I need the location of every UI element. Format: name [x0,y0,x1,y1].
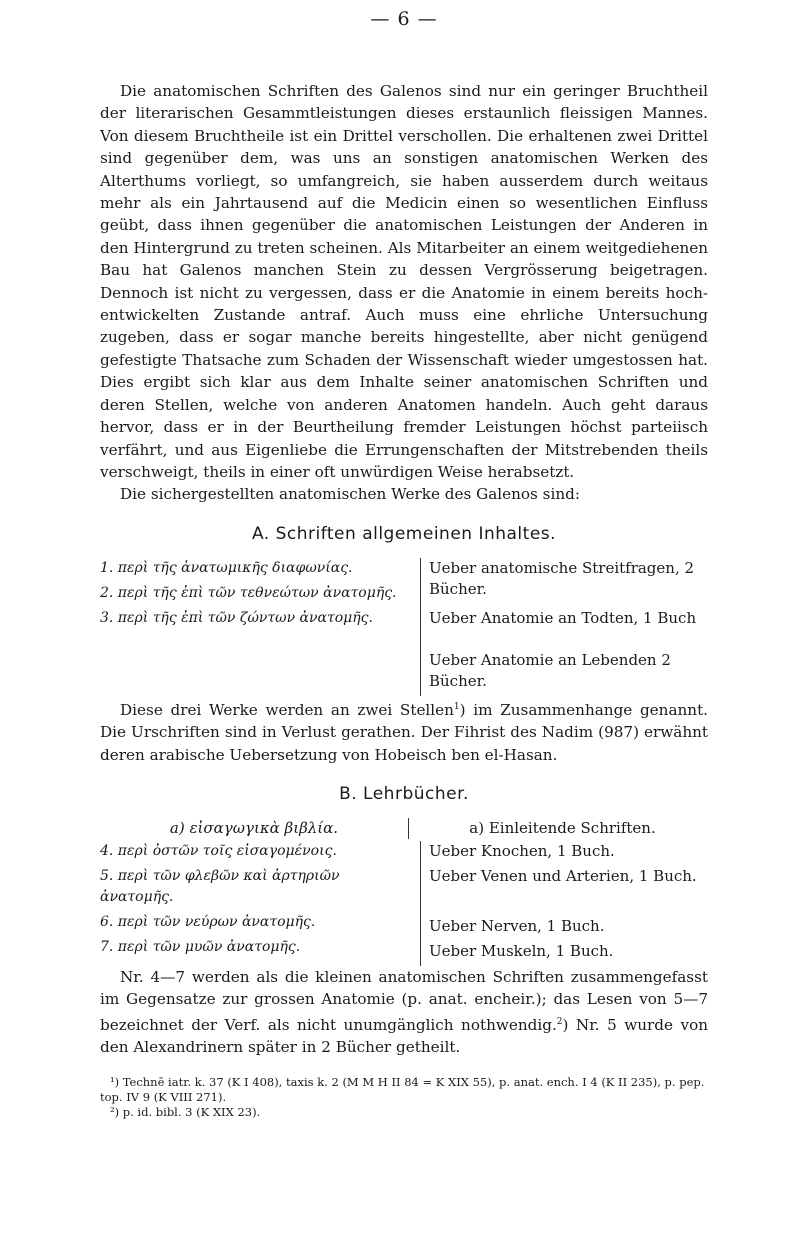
greek-column [100,558,420,696]
greek-title: 5. περὶ τῶν φλεβῶν καὶ ἀρτηριῶν ἀνατομῆς. [100,868,340,905]
german-title: Ueber Venen und Arterien, 1 Buch. [429,867,697,885]
footnote-ref-2: 2 [556,1016,563,1027]
section-b-subheads [100,818,708,839]
german-title: Ueber Nerven, 1 Buch. [429,917,605,935]
page [100,0,708,1120]
section-a-list [100,558,708,696]
greek-title: 2. περὶ τῆς ἐπὶ τῶν τεθνεώτων ἀνατομῆς. [100,584,397,601]
works-intro-line: Die sichergestellten anatomischen Werke des Galenos sind: [120,485,580,504]
german-title: Ueber Anatomie an Lebenden 2 Bücher. [429,650,671,690]
greek-title: 1. περὶ τῆς ἀνατωμικῆς διαφωνίας. [100,559,353,576]
section-a-heading: A. Schriften allgemeinen Inhaltes. [251,523,557,544]
greek-column [100,841,420,966]
german-column [420,841,708,966]
german-title: Ueber Anatomie an Todten, 1 Buch [429,608,697,627]
section-b-heading: B. Lehrbücher. [339,784,469,804]
greek-title: 7. περὶ τῶν μυῶν ἀνατομῆς. [100,939,301,955]
main-text [100,80,708,506]
footnotes [100,1075,708,1120]
german-title: Ueber Knochen, 1 Buch. [429,842,615,860]
german-subhead: a) Einleitende Schriften. [408,818,708,839]
german-title: Ueber anatomische Streitfragen, 2 Bücher. [429,558,695,598]
intro-paragraph: Die anatomischen Schriften des Galenos sind nur ein geringer Bruchtheil der literarischen Gesammtleistungen dieses erstaunlich fleissigen Mannes. Von diesem Bruchtheile ist ein Drittel verschollen. Die erhaltenen zwei Drittel sind gegenüber dem, was uns an sonstigen anatomischen Werken des Alterthums vorliegt, so umfangreich, sie haben ausserdem durch weitaus mehr als ein Jahrtausend auf die Medicin einen so wesentlichen Einfluss geübt, dass ihnen gegenüber die anatomischen Leistungen der Anderen in den Hintergrund zu treten scheinen. Als Mitarbeiter an einem weitgediehenen Bau hat Galenos manchen Stein zu dessen Vergrösserung beigetragen. Dennoch ist nicht zu vergessen, dass er die Anatomie in einem bereits hoch-entwickelten Zustande antraf. Auch muss eine ehrliche Untersuchung zugeben, dass er sogar manche bereits hingestellte, aber nicht genügend gefestigte Thatsache zum Schaden der Wissenschaft wieder umgestossen hat. Dies ergibt sich klar aus dem Inhalte seiner anatomischen Schriften und deren Stellen, welche von anderen Anatomen handeln. Auch geht daraus hervor, dass er in der Beurtheilung fremder Leistungen höchst parteiisch verfährt, und aus Eigenliebe die Errungenschaften der Mitstrebenden theils verschweigt, theils in einer oft unwürdigen Weise herabsetzt. [100,82,708,481]
footnote-1: ¹) Technē iatr. k. 37 (K I 408), taxis k. 2 (M M H II 84 = K XIX 55), p. anat. ench. I 4 (K II 235), p. pep. top. IV 9 (K VIII 271). [100,1074,705,1104]
footnote-ref-1: 1 [453,701,460,712]
greek-title: 3. περὶ τῆς ἐπὶ τῶν ζώντων ἀνατομῆς. [100,609,373,626]
footnote-2: ²) p. id. bibl. 3 (K XIX 23). [110,1104,261,1119]
greek-subhead: a) εἰσαγωγικὰ βιβλία. [169,819,339,837]
german-title: Ueber Muskeln, 1 Buch. [429,942,614,960]
section-a-note: Diese drei Werke werden an zwei Stellen$^1$) im Zusammenhange genannt. Die Urschriften sind in Verlust gerathen. Der Fihrist des Nadim (987) erwähnt deren arabische Uebersetzung von Hobeisch ben el-Hasan. [100,700,708,764]
greek-title: 4. περὶ ὀστῶν τοῖς εἰσαγομένοις. [100,843,337,859]
german-column [420,558,708,696]
page-number: — 6 — [370,8,438,30]
greek-title: 6. περὶ τῶν νεύρων ἀνατομῆς. [100,914,316,930]
section-b-note: Nr. 4—7 werden als die kleinen anatomischen Schriften zusammengefasst im Gegensatze zur grossen Anatomie (p. anat. encheir.); das Lesen von 5—7 bezeichnet der Verf. als nicht unumgänglich nothwendig.$^2$) Nr. 5 wurde von den Alexandrinern später in 2 Bücher getheilt. [100,968,708,1057]
section-b-list [100,841,708,966]
